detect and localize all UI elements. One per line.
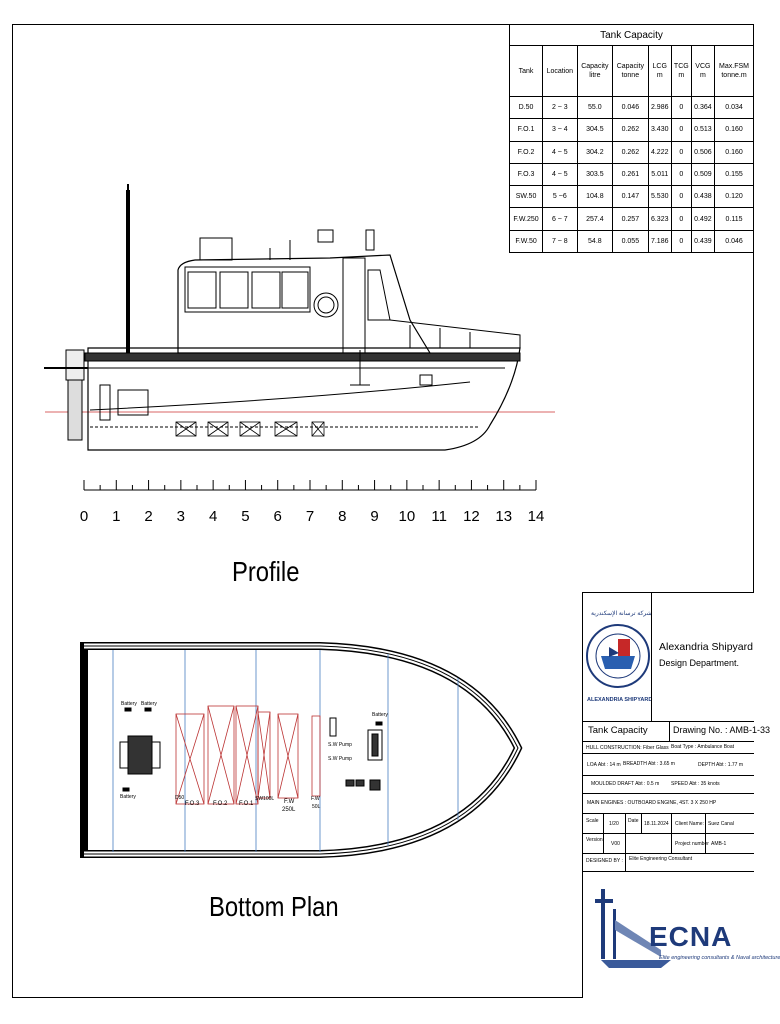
- version-value: V00: [611, 841, 620, 847]
- ruler-label: 8: [338, 508, 347, 525]
- designed-by-value: Elite Engineering Consultant: [629, 856, 693, 862]
- moulded-draft: MOULDED DRAFT Abt : 0.5 m: [591, 781, 660, 787]
- project-label: Project number: [675, 841, 709, 847]
- tank-table-cell: 3 ~ 4: [543, 119, 578, 141]
- ruler-label: 10: [398, 508, 416, 525]
- tank-table-row: [510, 141, 754, 163]
- tank-table-col-header: Tank: [510, 46, 543, 97]
- tank-table-cell: 0: [671, 230, 691, 252]
- tank-table-cell: 54.8: [577, 230, 613, 252]
- tank-table-cell: 257.4: [577, 208, 613, 230]
- tank-table-cell: 0: [671, 141, 691, 163]
- version-label: Version: [586, 837, 603, 843]
- tank-table-cell: 0.055: [613, 230, 649, 252]
- project-value: AMB-1: [711, 841, 727, 847]
- drawing-number: Drawing No. : AMB-1-33: [673, 725, 771, 735]
- tank-table-col-header: TCG m: [671, 46, 691, 97]
- tank-table-cell: 7.186: [648, 230, 671, 252]
- tank-table-cell: F.O.2: [510, 141, 543, 163]
- tank-table-cell: 0.262: [613, 141, 649, 163]
- bottom-plan-title: Bottom Plan: [209, 891, 339, 922]
- tank-table-cell: 0.439: [691, 230, 714, 252]
- tank-table-cell: 303.5: [577, 163, 613, 185]
- tank-table-cell: 0: [671, 119, 691, 141]
- tank-table-cell: 2.986: [648, 97, 671, 119]
- date-label: Date: [628, 818, 639, 824]
- tank-label-sw: SW100L: [255, 796, 275, 802]
- designed-by-label: DESIGNED BY :: [586, 858, 623, 864]
- tank-table-row: [510, 97, 754, 119]
- tank-table-cell: 0.034: [715, 97, 754, 119]
- tank-label-fo1: F.O.1: [239, 801, 254, 807]
- tank-table-cell: 55.0: [577, 97, 613, 119]
- tank-table-cell: 0.364: [691, 97, 714, 119]
- tank-table-cell: F.W.50: [510, 230, 543, 252]
- battery-label-4: Battery: [372, 712, 388, 718]
- tank-table-cell: 3.430: [648, 119, 671, 141]
- hull-outline: [88, 348, 520, 450]
- ruler-label: 7: [305, 508, 315, 525]
- tank-table-col-header: Location: [543, 46, 578, 97]
- scale-value: 1/20: [609, 821, 619, 827]
- tank-table-cell: 5 ~6: [543, 186, 578, 208]
- tank-table-cell: F.W.250: [510, 208, 543, 230]
- tank-table-title: Tank Capacity: [510, 25, 754, 46]
- tank-table-cell: 4 ~ 5: [543, 141, 578, 163]
- design-department: Design Department.: [659, 658, 740, 668]
- scale-ruler: [84, 480, 536, 490]
- tank-table-col-header: Capacity tonne: [613, 46, 649, 97]
- tank-label-fw-cap: 250L: [282, 807, 296, 813]
- profile-drawing: [0, 170, 560, 490]
- tank-table-cell: 304.5: [577, 119, 613, 141]
- tank-table-cell: D.50: [510, 97, 543, 119]
- speed: SPEED Abt : 35 knots: [671, 781, 720, 787]
- tank-table-cell: 6.323: [648, 208, 671, 230]
- tank-table-cell: 0.261: [613, 163, 649, 185]
- tank-table-cell: 0.155: [715, 163, 754, 185]
- tank-table-cell: 0: [671, 186, 691, 208]
- ruler-label: 3: [176, 508, 186, 525]
- battery-label-3: Battery: [120, 794, 136, 800]
- tank-table-cell: 0.257: [613, 208, 649, 230]
- battery-label-1: Battery: [121, 701, 137, 707]
- profile-title: Profile: [232, 556, 300, 587]
- ruler-label: 4: [208, 508, 218, 525]
- tank-table-cell: 0: [671, 208, 691, 230]
- ruler-label: 12: [463, 508, 480, 525]
- tank-table-cell: 0.492: [691, 208, 714, 230]
- ruler-label: 11: [431, 508, 447, 525]
- tank-table-col-header: LCG m: [648, 46, 671, 97]
- depth: DEPTH Abt : 1.77 m: [698, 762, 744, 768]
- loa: LOA Abt : 14 m: [587, 762, 621, 768]
- tank-table-cell: 2 ~ 3: [543, 97, 578, 119]
- client-value: Suez Canal: [708, 821, 734, 827]
- tank-table-col-header: Capacity litre: [577, 46, 613, 97]
- tank-label-fw2-cap: 50L: [312, 804, 321, 810]
- tank-table-cell: 6 ~ 7: [543, 208, 578, 230]
- ruler-label: 2: [144, 508, 153, 525]
- tank-table-cell: 104.8: [577, 186, 613, 208]
- tank-table-cell: 4.222: [648, 141, 671, 163]
- tank-table-cell: 0.046: [613, 97, 649, 119]
- deck-rail: [85, 353, 520, 361]
- tank-table-cell: 0: [671, 163, 691, 185]
- tank-table-cell: 4 ~ 5: [543, 163, 578, 185]
- pump-label-2: S.W Pump: [328, 756, 352, 762]
- date-value: 18.11.2024: [644, 821, 669, 827]
- tank-label-fw: F.W: [284, 799, 295, 805]
- logo-english-text: ALEXANDRIA SHIPYARD: [587, 697, 653, 703]
- scale-label: Scale: [586, 818, 599, 824]
- tank-label-fo3: F.O.3: [185, 801, 200, 807]
- tank-table-cell: 0.513: [691, 119, 714, 141]
- tank-table-cell: 0.506: [691, 141, 714, 163]
- tank-table-cell: 0.120: [715, 186, 754, 208]
- client-label: Client Name:: [675, 821, 704, 827]
- tank-table-header-row: [510, 46, 754, 97]
- tank-table-cell: 0.509: [691, 163, 714, 185]
- tank-table-cell: 0.160: [715, 141, 754, 163]
- tank-table-cell: 0.160: [715, 119, 754, 141]
- tank-table-cell: 0.115: [715, 208, 754, 230]
- tank-table-cell: 7 ~ 8: [543, 230, 578, 252]
- tank-table-cell: 0.046: [715, 230, 754, 252]
- tank-table-cell: 0.438: [691, 186, 714, 208]
- tank-table-cell: SW.50: [510, 186, 543, 208]
- tank-table-cell: F.O.1: [510, 119, 543, 141]
- ecna-tagline: Elite engineering consultants & Naval architecture: [659, 955, 780, 961]
- tank-table-row: [510, 119, 754, 141]
- ecna-wordmark: ECNA: [649, 921, 733, 952]
- tank-table-cell: F.O.3: [510, 163, 543, 185]
- tank-table-cell: 0.147: [613, 186, 649, 208]
- hull-construction: HULL CONSTRUCTION: Fiber Glass: [586, 745, 669, 751]
- logo-arabic-text: شركة ترسانة الإسكندرية: [591, 611, 652, 617]
- ruler-label: 9: [370, 508, 379, 525]
- tank-table-cell: 5.011: [648, 163, 671, 185]
- main-engines: MAIN ENGINES : OUTBOARD ENGINE, 4ST. 3 X 250 HP: [587, 800, 717, 806]
- ruler-label: 13: [495, 508, 513, 525]
- tank-table-cell: 0: [671, 97, 691, 119]
- ruler-label: 0: [79, 508, 89, 525]
- tank-table-cell: 0.262: [613, 119, 649, 141]
- boat-type: Boat Type : Ambulance Boat: [671, 744, 735, 750]
- tank-label-fw2: F.W: [311, 796, 320, 802]
- ruler-label: 6: [273, 508, 282, 525]
- alexandria-shipyard-logo: [585, 601, 651, 711]
- tank-label-d50: D50: [175, 795, 185, 801]
- sheet-title: Tank Capacity: [588, 725, 648, 736]
- tank-table-col-header: VCG m: [691, 46, 714, 97]
- tank-label-fo2: F.O.2: [213, 801, 228, 807]
- ruler-label: 14: [527, 508, 545, 525]
- company-name: Alexandria Shipyard: [659, 641, 753, 653]
- ruler-label: 1: [112, 508, 121, 525]
- title-block: [582, 592, 780, 998]
- tank-table-cell: 5.530: [648, 186, 671, 208]
- battery-label-2: Battery: [141, 701, 157, 707]
- pump-label-1: S.W Pump: [328, 742, 352, 748]
- tank-table-cell: 304.2: [577, 141, 613, 163]
- ruler-label: 5: [241, 508, 250, 525]
- tank-table-col-header: Max.FSM tonne.m: [715, 46, 754, 97]
- breadth: BREADTH Abt : 3.65 m: [623, 761, 675, 767]
- bottom-plan-drawing: [0, 630, 580, 880]
